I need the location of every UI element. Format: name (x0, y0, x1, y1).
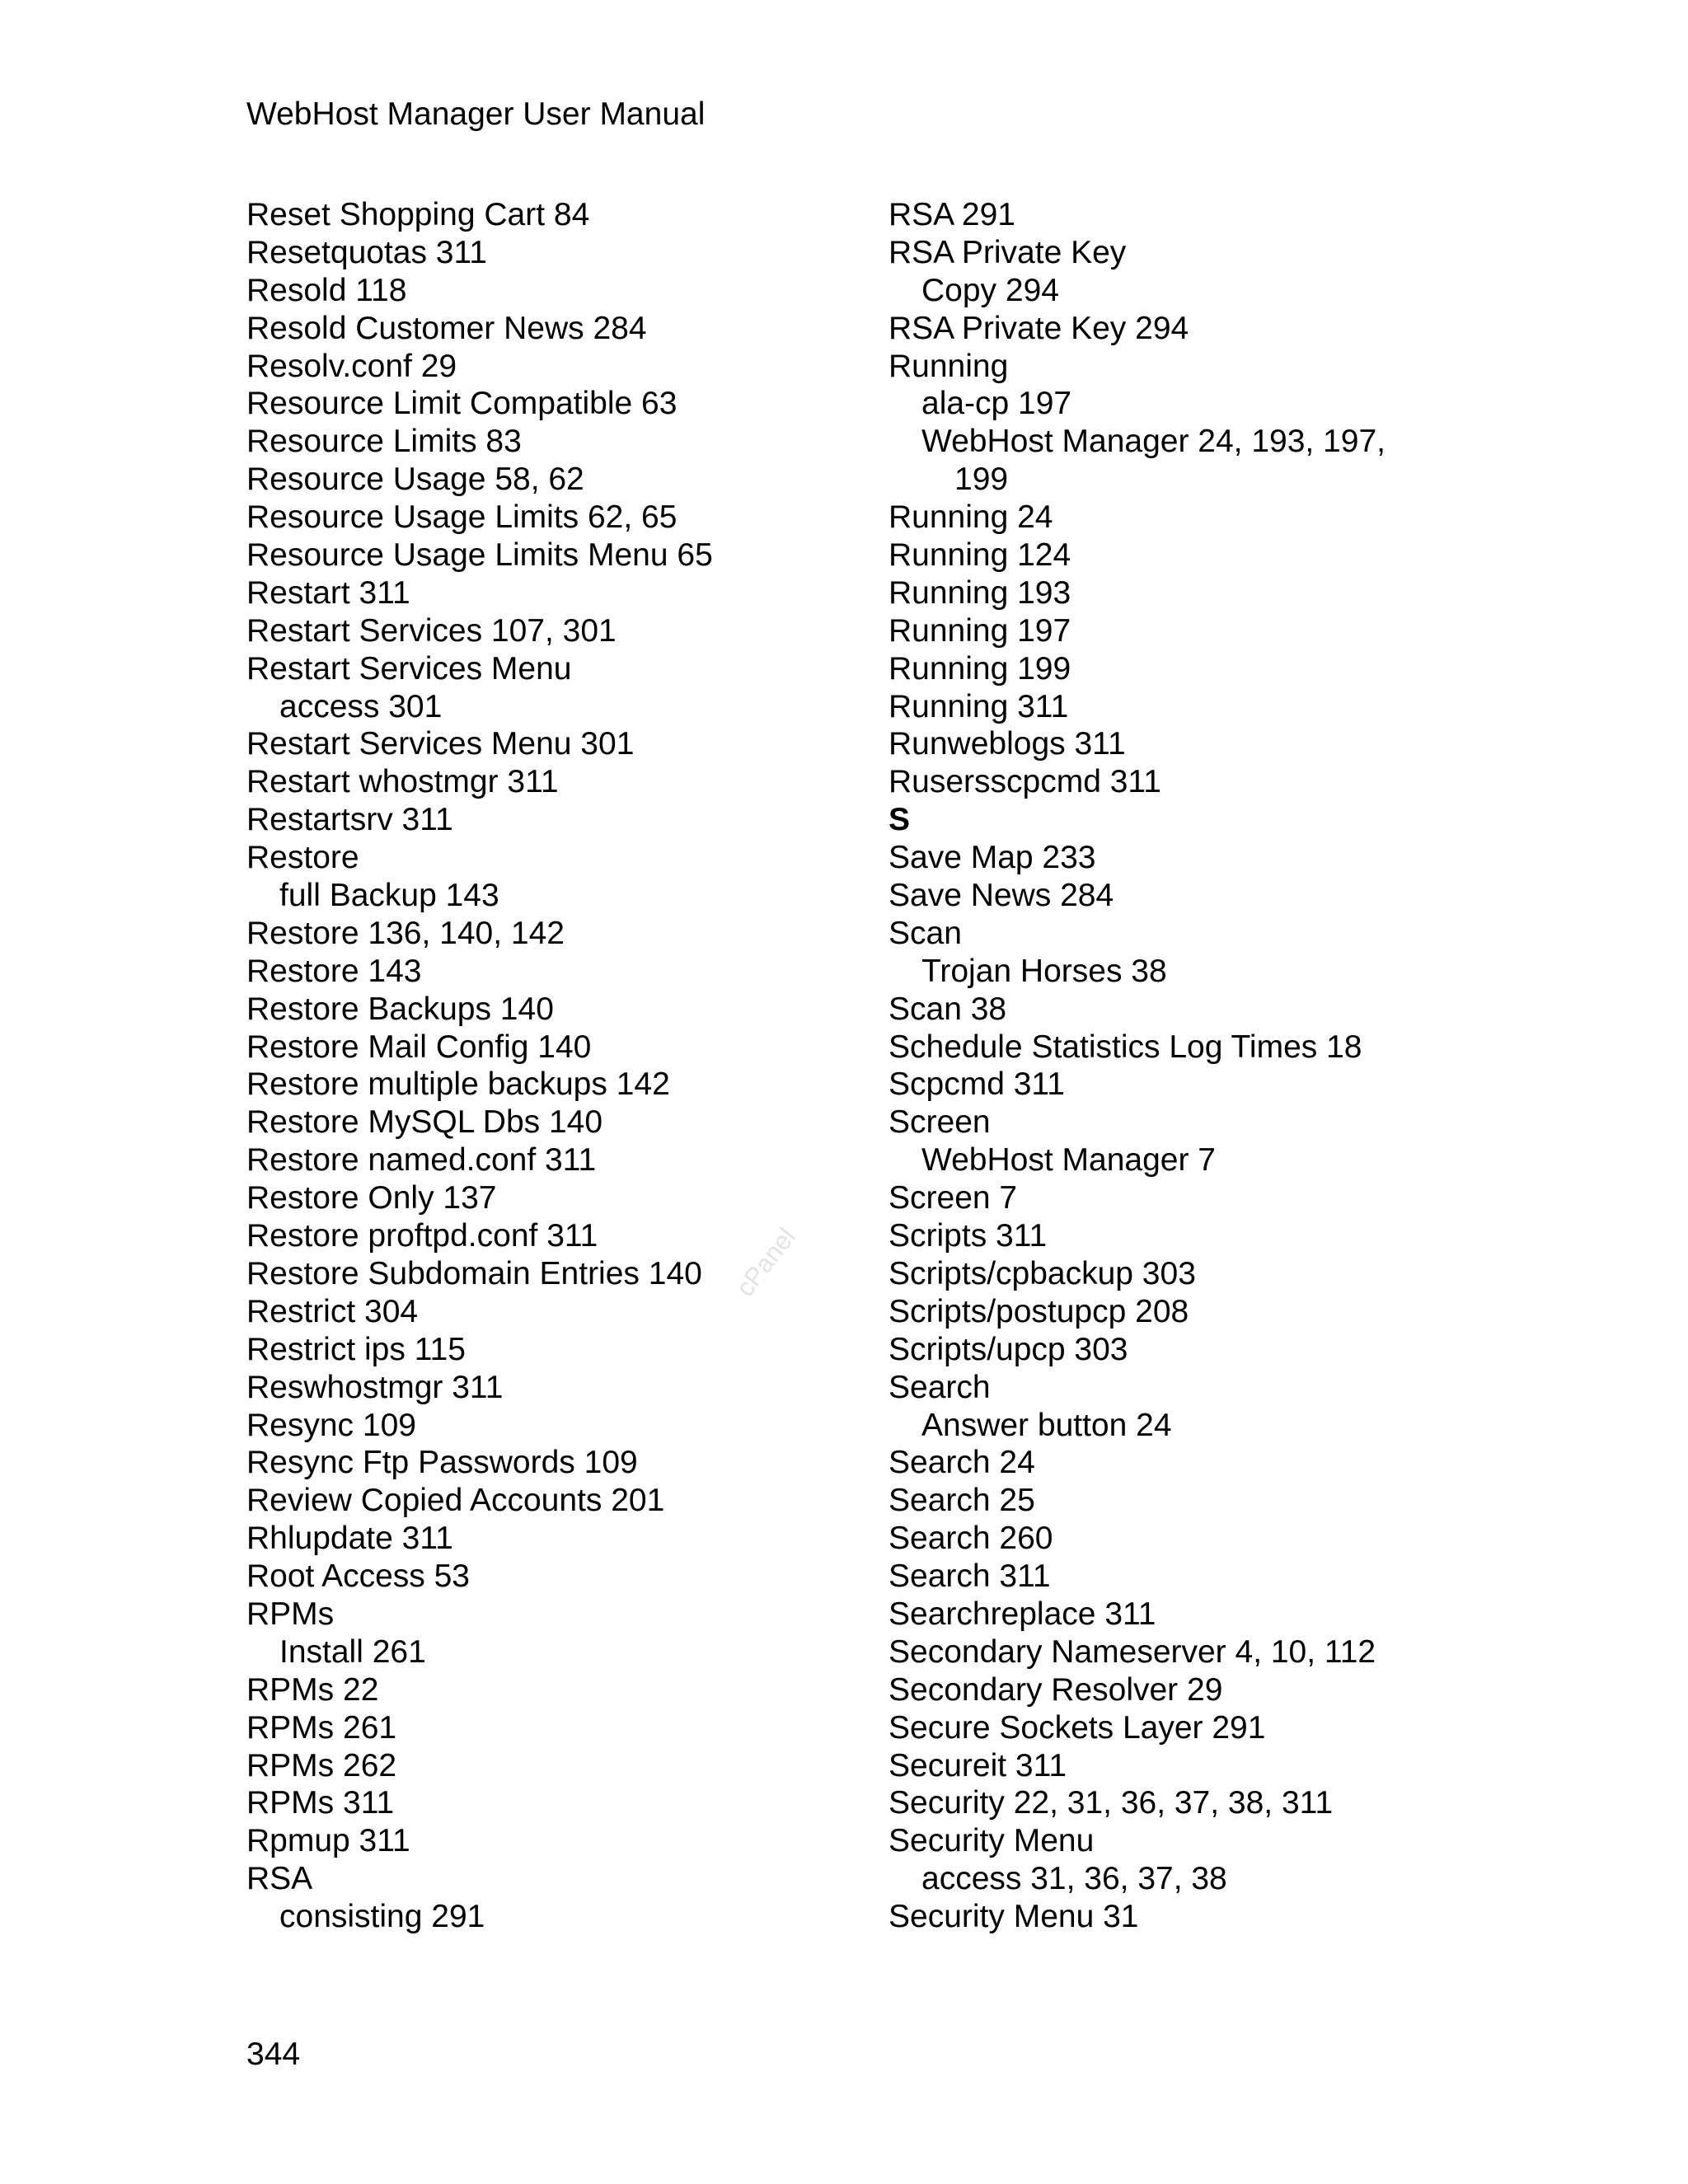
index-entry: RPMs 261 (246, 1709, 397, 1746)
index-entry: Search 25 (889, 1483, 1035, 1519)
index-entry: RPMs 311 (246, 1785, 395, 1821)
index-entry: Scripts/cpbackup 303 (889, 1255, 1196, 1291)
index-entry: Scripts 311 (889, 1218, 1048, 1254)
index-entry: Screen 7 (889, 1180, 1018, 1216)
index-entry: Scan (889, 915, 962, 951)
index-entry: Resync Ftp Passwords 109 (246, 1445, 638, 1481)
index-entry: Resource Limit Compatible 63 (246, 386, 678, 422)
index-entry: Restart Services 107, 301 (246, 612, 617, 649)
index-entry: RSA (246, 1861, 313, 1897)
index-subentry: Answer button 24 (921, 1407, 1172, 1443)
index-entry: Resetquotas 311 (246, 234, 487, 270)
index-entry: Secondary Nameserver 4, 10, 112 (889, 1633, 1376, 1670)
index-entry: Restartsrv 311 (246, 802, 453, 838)
index-entry: Reswhostmgr 311 (246, 1369, 504, 1405)
index-entry: RPMs 22 (246, 1671, 379, 1708)
index-subentry: Trojan Horses 38 (921, 953, 1167, 989)
index-subentry: Install 261 (279, 1633, 426, 1670)
index-column-right (889, 196, 1482, 1936)
index-entry: Restore multiple backups 142 (246, 1066, 670, 1103)
index-entry: Security Menu (889, 1823, 1095, 1859)
index-entry: Resync 109 (246, 1407, 416, 1443)
index-entry: Resource Usage Limits 62, 65 (246, 499, 678, 536)
index-entry: RSA 291 (889, 197, 1015, 232)
index-column-left (246, 196, 873, 1936)
index-entry: Review Copied Accounts 201 (246, 1483, 665, 1519)
index-entry: Search 24 (889, 1445, 1035, 1481)
index-entry: Security 22, 31, 36, 37, 38, 311 (889, 1785, 1334, 1821)
index-subentry: consisting 291 (279, 1899, 485, 1935)
index-entry: Restore proftpd.conf 311 (246, 1218, 598, 1254)
index-entry: Search 311 (889, 1558, 1051, 1595)
page-number: 344 (246, 2036, 301, 2072)
index-entry: Restore 143 (246, 953, 422, 989)
index-entry: Restore 136, 140, 142 (246, 915, 565, 951)
index-entry: Rusersscpcmd 311 (889, 764, 1161, 800)
index-subentry: WebHost Manager 7 (921, 1142, 1216, 1179)
index-entry: Secureit 311 (889, 1747, 1067, 1783)
index-entry: Rpmup 311 (246, 1823, 410, 1859)
index-entry: Screen (889, 1104, 991, 1141)
index-continuation: 199 (954, 462, 1009, 498)
index-entry: Restrict 304 (246, 1293, 419, 1329)
index-entry: Running 199 (889, 650, 1071, 687)
index-entry: Secondary Resolver 29 (889, 1671, 1223, 1708)
watermark: cPanel (730, 1222, 801, 1302)
index-entry: Restrict ips 115 (246, 1331, 466, 1367)
index-entry: Running 311 (889, 688, 1069, 724)
index-entry: Running 193 (889, 574, 1071, 611)
index-entry: Running (889, 348, 1009, 384)
index-entry: Secure Sockets Layer 291 (889, 1709, 1266, 1746)
index-entry: Scpcmd 311 (889, 1066, 1065, 1103)
index-entry: RPMs 262 (246, 1747, 397, 1783)
index-entry: Resolv.conf 29 (246, 348, 457, 384)
index-entry: Resource Limits 83 (246, 424, 522, 460)
index-entry: Resold Customer News 284 (246, 310, 647, 346)
index-entry: Restart 311 (246, 574, 410, 611)
index-entry: Security Menu 31 (889, 1899, 1139, 1935)
index-entry: Scripts/postupcp 208 (889, 1293, 1189, 1329)
index-entry: Search 260 (889, 1521, 1053, 1557)
index-subentry: ala-cp 197 (921, 386, 1072, 422)
index-entry: Scan 38 (889, 991, 1007, 1027)
index-subentry: full Backup 143 (279, 878, 499, 914)
index-entry: Restore (246, 840, 359, 876)
index-entry: Restore Mail Config 140 (246, 1029, 592, 1065)
index-entry: Root Access 53 (246, 1558, 470, 1595)
index-entry: Restart Services Menu (246, 650, 572, 687)
running-header: WebHost Manager User Manual (246, 96, 706, 132)
index-entry: Reset Shopping Cart 84 (246, 197, 590, 232)
index-subentry: access 301 (279, 688, 443, 724)
index-entry: Save Map 233 (889, 840, 1096, 876)
index-entry: RSA Private Key (889, 234, 1127, 270)
index-entry: Resold 118 (246, 272, 407, 308)
index-entry: Save News 284 (889, 878, 1114, 914)
index-entry: Runweblogs 311 (889, 726, 1126, 762)
index-entry: Restore Backups 140 (246, 991, 554, 1027)
index-entry: Schedule Statistics Log Times 18 (889, 1029, 1362, 1065)
index-entry: Running 124 (889, 537, 1071, 574)
index-entry: Resource Usage 58, 62 (246, 462, 584, 498)
index-entry: Running 197 (889, 612, 1071, 649)
index-entry: Scripts/upcp 303 (889, 1331, 1128, 1367)
index-entry: Restore MySQL Dbs 140 (246, 1104, 603, 1141)
index-entry: Restore Subdomain Entries 140 (246, 1255, 702, 1291)
index-entry: Search (889, 1369, 991, 1405)
index-entry: Rhlupdate 311 (246, 1521, 453, 1557)
index-entry: Restart Services Menu 301 (246, 726, 635, 762)
index-entry: Searchreplace 311 (889, 1596, 1156, 1632)
index-entry: Restore named.conf 311 (246, 1142, 597, 1179)
index-entry: Running 24 (889, 499, 1053, 536)
index-entry: Resource Usage Limits Menu 65 (246, 537, 713, 574)
index-subentry: WebHost Manager 24, 193, 197, (921, 424, 1386, 460)
index-subentry: Copy 294 (921, 272, 1059, 308)
index-entry: Restart whostmgr 311 (246, 764, 559, 800)
index-entry: RSA Private Key 294 (889, 310, 1189, 346)
index-entry: Restore Only 137 (246, 1180, 497, 1216)
index-subentry: access 31, 36, 37, 38 (921, 1861, 1227, 1897)
index-letter-heading: S (889, 802, 911, 838)
index-entry: RPMs (246, 1596, 335, 1632)
